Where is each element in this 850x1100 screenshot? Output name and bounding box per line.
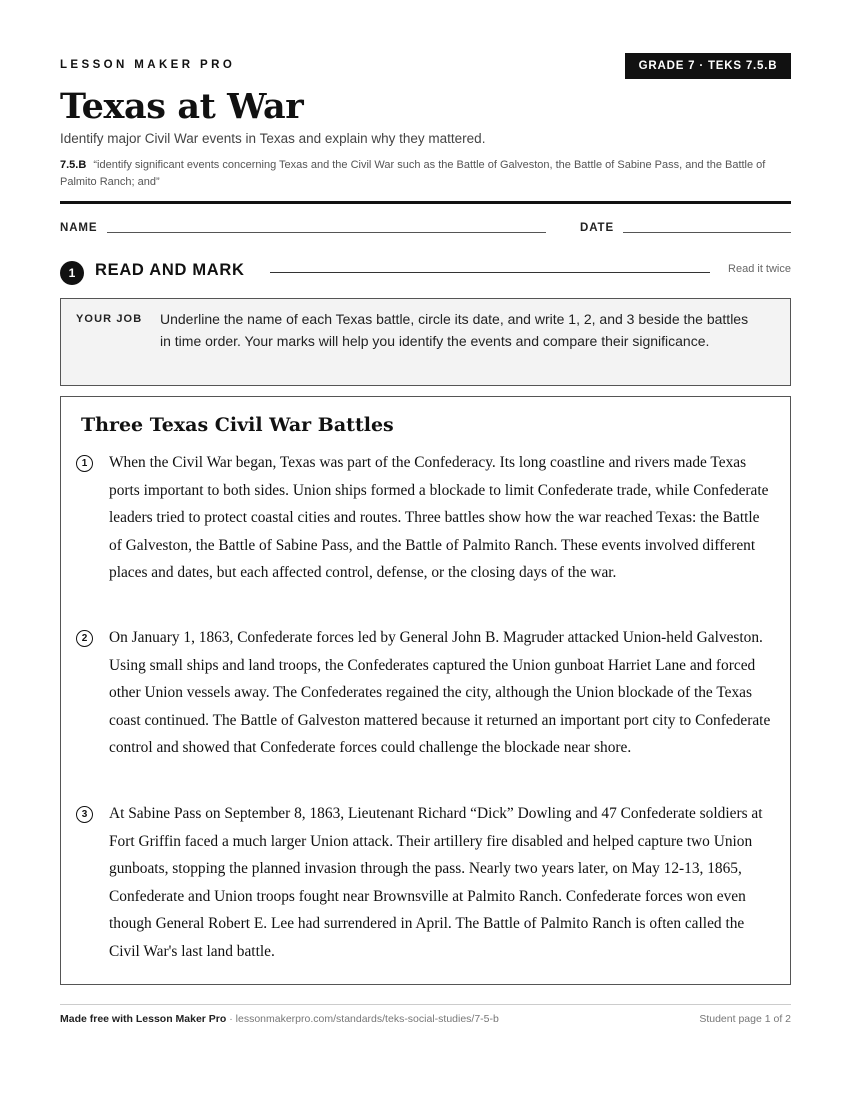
reading-passage	[60, 396, 791, 985]
standard-text: “identify significant events concerning Texas and the Civil War such as the Battle of Galveston, the Battle of Sabine Pass, and the Battle of Palmito Ranch; and”	[60, 159, 766, 188]
brand-name: LESSON MAKER PRO	[60, 59, 236, 71]
page-title: Texas at War	[60, 86, 304, 127]
name-label: NAME	[60, 222, 98, 234]
job-instructions-box	[60, 298, 791, 386]
section-number-badge: 1	[60, 261, 84, 285]
section-title: READ AND MARK	[95, 261, 245, 279]
footer-separator: ·	[226, 1013, 236, 1025]
paragraph-text: When the Civil War began, Texas was part of the Confederacy. Its long coastline and rivers made Texas ports important to both sides. Union ships formed a blockade to limit Confederate trade, while Confederate leaders tried to protect coastal cities and routes. Three battles show how the war reached Texas: the Battle of Galveston, the Battle of Sabine Pass, and the Battle of Palmito Ranch. These events involved different places and dates, but each affected control, defense, or the closing days of the war.	[109, 454, 769, 582]
standard-code: 7.5.B	[60, 159, 87, 171]
name-field[interactable]	[107, 232, 546, 233]
footer-made-with: Made free with Lesson Maker Pro	[60, 1013, 227, 1025]
section-note: Read it twice	[728, 263, 791, 275]
footer-url[interactable]: lessonmakerpro.com/standards/teks-social-studies/7-5-b	[235, 1013, 499, 1025]
footer-page-number: Student page 1 of 2	[699, 1013, 791, 1025]
paragraph-text: On January 1, 1863, Confederate forces led by General John B. Magruder attacked Union-held Galveston. Using small ships and land troops, the Confederates captured the Union gunboat Harriet Lane and forced other Union vessels away. The Confederates regained the city, although the Union blockade of the Texas coast continued. The Battle of Galveston mattered because it returned an important port city to Confederate control and showed that Confederate forces could challenge the blockade near shore.	[109, 629, 771, 757]
footer-credit	[60, 1013, 499, 1025]
name-date-row	[60, 222, 791, 236]
job-label: YOUR JOB	[76, 313, 143, 325]
header-divider	[60, 201, 791, 204]
section-header	[60, 260, 791, 284]
paragraph-number: 3	[76, 806, 93, 823]
paragraph-text: At Sabine Pass on September 8, 1863, Lieutenant Richard “Dick” Dowling and 47 Confederate soldiers at Fort Griffin faced a much larger Union attack. Their artillery fire disabled and helped capture two Union gunboats, stopping the planned invasion through the pass. Nearly two years later, on May 12-13, 1865, Confederate and Union troops fought near Brownsville at Palmito Ranch. Confederate forces won even though General Robert E. Lee had surrendered in April. The Battle of Palmito Ranch is often called the Civil War's last land battle.	[109, 805, 763, 960]
page-subtitle: Identify major Civil War events in Texas and explain why they mattered.	[60, 131, 486, 146]
date-label: DATE	[580, 222, 615, 234]
job-text: Underline the name of each Texas battle, circle its date, and write 1, 2, and 3 beside the battles in time order. Your marks will help you identify the events and compare their significance.	[160, 311, 749, 349]
paragraph-number: 1	[76, 455, 93, 472]
date-field[interactable]	[623, 232, 791, 233]
footer-divider	[60, 1004, 791, 1005]
reading-title: Three Texas Civil War Battles	[81, 414, 394, 436]
paragraph-number: 2	[76, 630, 93, 647]
grade-standard-badge: GRADE 7 · TEKS 7.5.B	[625, 53, 791, 79]
section-divider	[270, 272, 710, 273]
worksheet-page	[60, 0, 791, 1100]
standard-statement	[60, 157, 791, 191]
